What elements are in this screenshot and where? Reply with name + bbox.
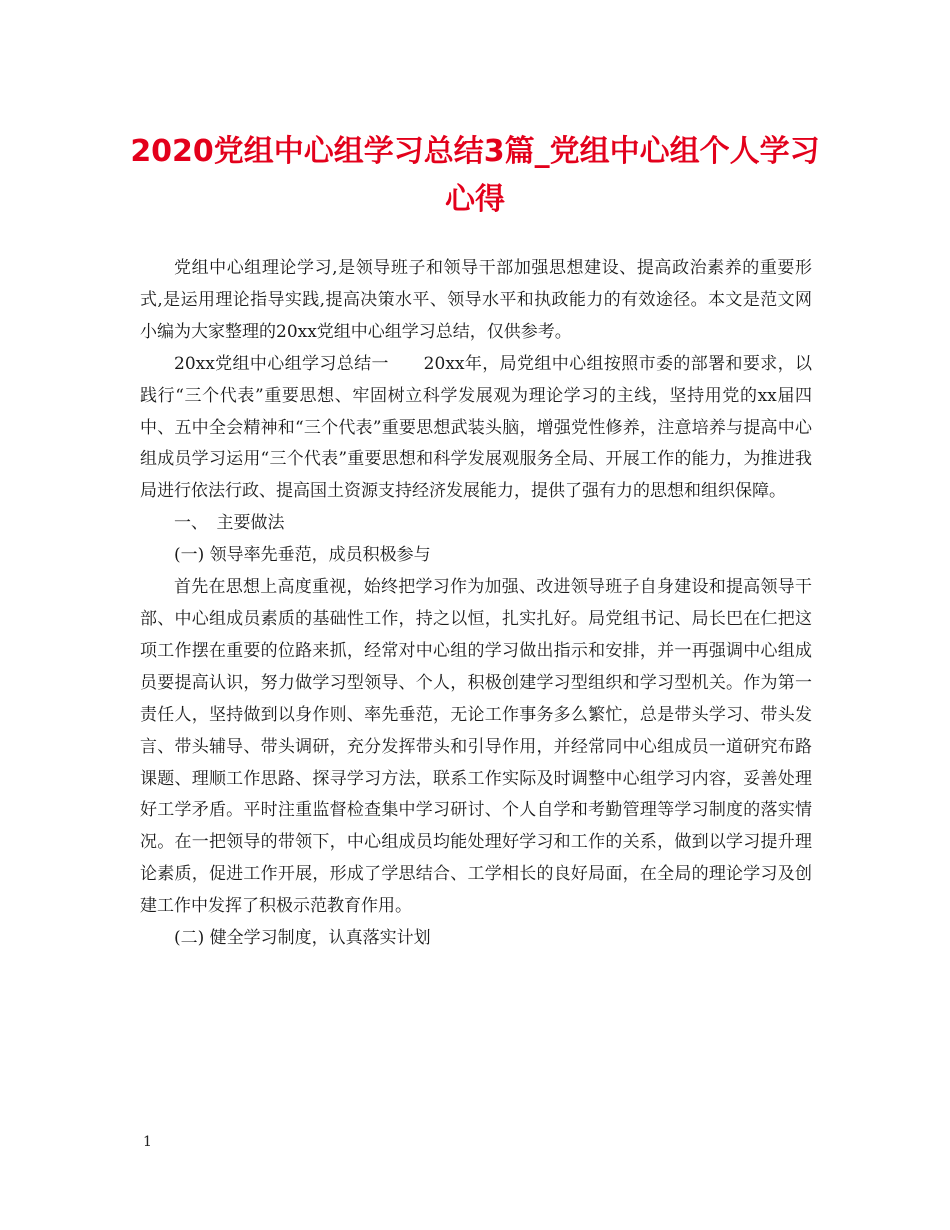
subsection-heading-study-system: (二) 健全学习制度，认真落实计划 (174, 928, 431, 949)
paragraph-summary-one: 20xx党组中心组学习总结一 20xx年，局党组中心组按照市委的部署和要求，以践行“三个代表”重要思想、牢固树立科学发展观为理论学习的主线，坚持用党的xx届四中、五中全会精神和“三个代表”重要思想武装头脑，增强党性修养，注意培养与提高中心组成员学习运用“三个代表”重要思想和科学发展观服务全局、开展工作的能力，为推进我局进行依法行政、提高国土资源支持经济发展能力，提供了强有力的思想和组织保障。 (140, 353, 812, 502)
subsection-heading-leadership: (一) 领导率先垂范，成员积极参与 (174, 545, 431, 566)
paragraph-leadership-detail: 首先在思想上高度重视，始终把学习作为加强、改进领导班子自身建设和提高领导干部、中心组成员素质的基础性工作，持之以恒，扎实扎好。局党组书记、局长巴在仁把这项工作摆在重要的位路来抓，经常对中心组的学习做出指示和安排，并一再强调中心组成员要提高认识，努力做学习型领导、个人，积极创建学习型组织和学习型机关。作为第一责任人，坚持做到以身作则、率先垂范，无论工作事务多么繁忙，总是带头学习、带头发言、带头辅导、带头调研，充分发挥带头和引导作用，并经常同中心组成员一道研究布路课题、理顺工作思路、探寻学习方法，联系工作实际及时调整中心组学习内容，妥善处理好工学矛盾。平时注重监督检查集中学习研讨、个人自学和考勤管理等学习制度的落实情况。在一把领导的带领下，中心组成员均能处理好学习和工作的关系，做到以学习提升理论素质，促进工作开展，形成了学思结合、工学相长的良好局面，在全局的理论学习及创建工作中发挥了积极示范教育作用。 (140, 577, 812, 917)
document-title: 2020党组中心组学习总结3篇_党组中心组个人学习心得 (130, 134, 820, 217)
document-body (140, 253, 812, 955)
section-heading-main-methods: 一、 主要做法 (174, 513, 285, 534)
page-number: 1 (143, 1134, 152, 1150)
paragraph-intro: 党组中心组理论学习,是领导班子和领导干部加强思想建设、提高政治素养的重要形式,是运用理论指导实践,提高决策水平、领导水平和执政能力的有效途径。本文是范文网小编为大家整理的20xx党组中心组学习总结，仅供参考。 (140, 258, 812, 342)
